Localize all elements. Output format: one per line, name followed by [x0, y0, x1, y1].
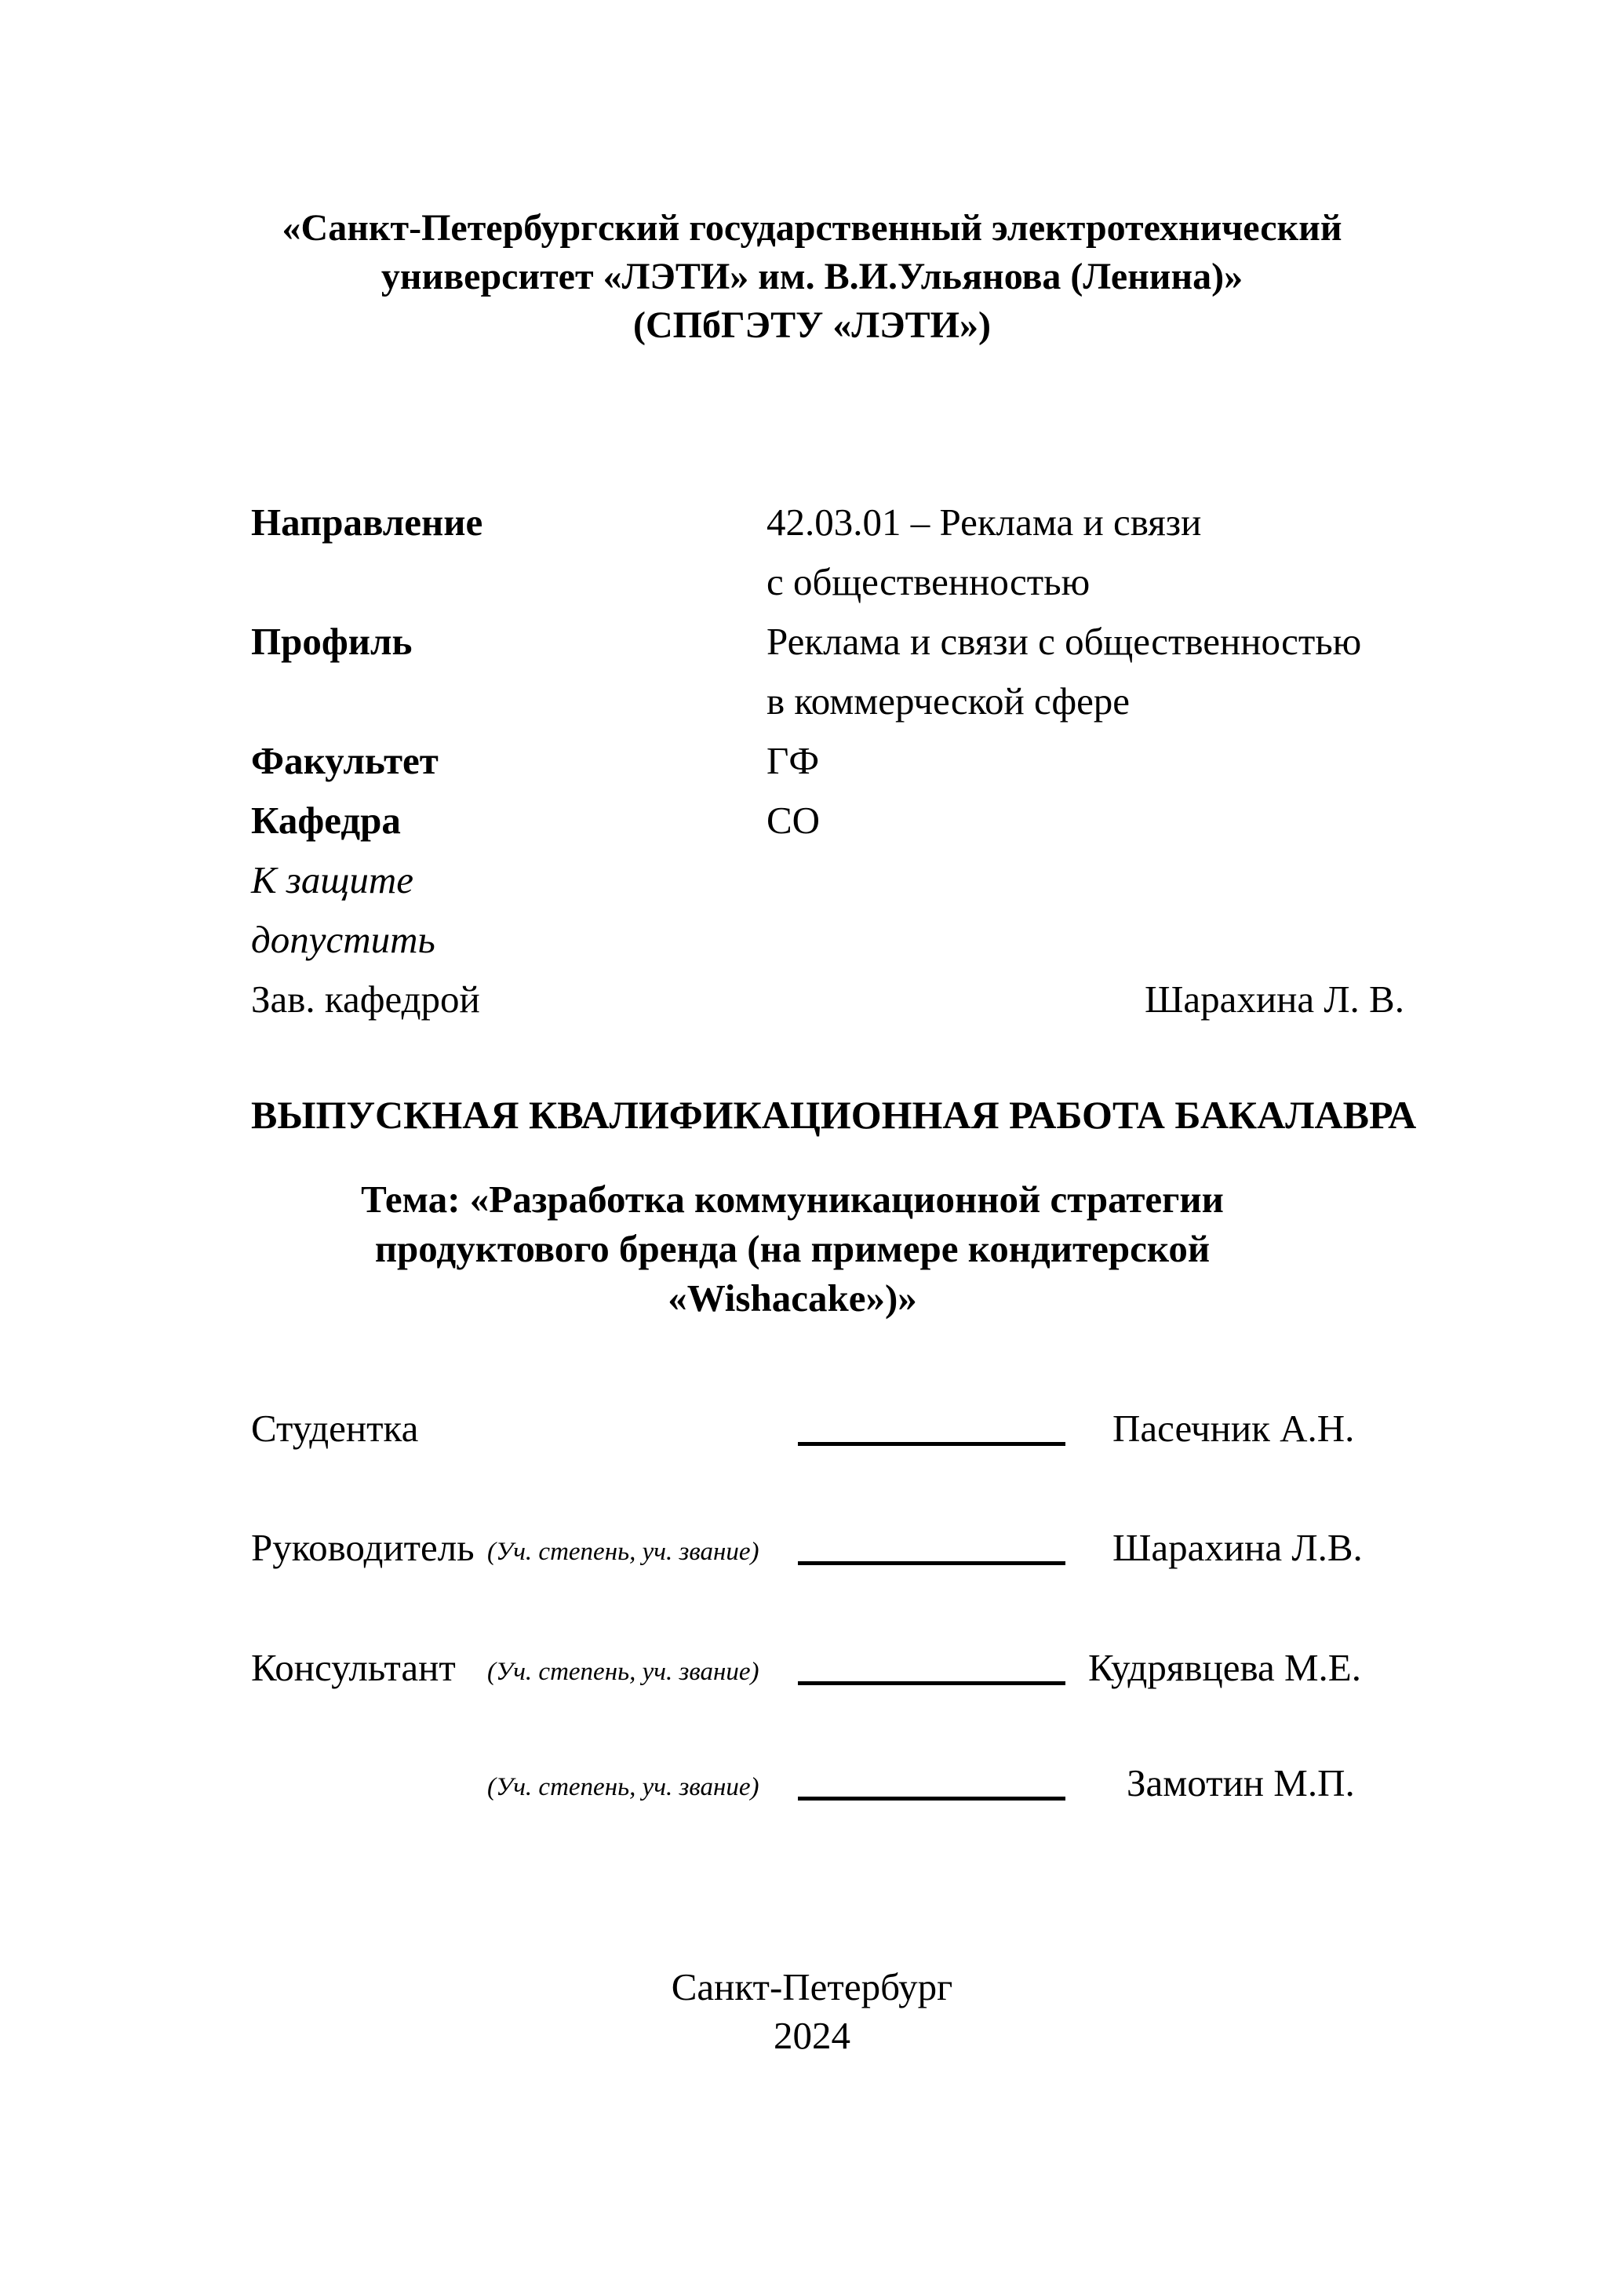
university-header-line-3: (СПбГЭТУ «ЛЭТИ») — [633, 304, 991, 346]
university-header-line-2: университет «ЛЭТИ» им. В.И.Ульянова (Ленина)» — [381, 256, 1243, 297]
department-head-label: Зав. кафедрой — [251, 978, 480, 1021]
signature-role: Студентка — [251, 1407, 419, 1450]
approval-line-2: допустить — [251, 918, 435, 961]
signature-line — [798, 1681, 1065, 1685]
signature-line — [798, 1561, 1065, 1565]
signature-row-consultant — [251, 1648, 1506, 1735]
direction-value-line-1: 42.03.01 – Реклама и связи — [766, 501, 1202, 544]
profile-label: Профиль — [251, 620, 413, 663]
department-value: СО — [766, 799, 821, 842]
signature-row-reviewer — [251, 1761, 1506, 1850]
department-head-name: Шарахина Л. В. — [1144, 978, 1404, 1021]
signature-name: Пасечник А.Н. — [1112, 1407, 1355, 1450]
faculty-value: ГФ — [766, 739, 820, 782]
signature-line — [798, 1442, 1065, 1446]
signature-name: Кудрявцева М.Е. — [1088, 1646, 1361, 1689]
signature-role: Консультант — [251, 1646, 456, 1689]
footer — [0, 1963, 1624, 2060]
profile-value-line-2: в коммерческой сфере — [766, 679, 1131, 723]
thesis-topic-line-3: «Wishacake»)» — [668, 1276, 917, 1320]
approval-line-1: К защите — [251, 858, 414, 901]
signature-role: Руководитель — [251, 1526, 475, 1569]
signature-qualifier: (Уч. степень, уч. звание) — [487, 1658, 759, 1686]
signature-qualifier: (Уч. степень, уч. звание) — [487, 1773, 759, 1801]
faculty-label: Факультет — [251, 739, 439, 782]
signature-row-student — [251, 1409, 1506, 1495]
direction-value-line-2: с общественностью — [766, 560, 1091, 603]
signature-name: Замотин М.П. — [1127, 1761, 1355, 1804]
footer-city: Санкт-Петербург — [671, 1965, 953, 2008]
work-title: ВЫПУСКНАЯ КВАЛИФИКАЦИОННАЯ РАБОТА БАКАЛАВРА — [251, 1093, 1417, 1137]
direction-label: Направление — [251, 501, 483, 544]
signature-line — [798, 1797, 1065, 1801]
thesis-topic — [180, 1174, 1404, 1323]
thesis-topic-line-2: продуктового бренда (на примере кондитерской — [374, 1227, 1211, 1270]
department-label: Кафедра — [251, 799, 401, 842]
signature-row-supervisor — [251, 1528, 1506, 1615]
footer-year: 2024 — [774, 2014, 850, 2057]
university-header-line-1: «Санкт-Петербургский государственный электротехнический — [282, 207, 1342, 249]
signature-name: Шарахина Л.В. — [1112, 1526, 1363, 1569]
signature-qualifier: (Уч. степень, уч. звание) — [487, 1538, 759, 1566]
university-header — [0, 204, 1624, 350]
profile-value-line-1: Реклама и связи с общественностью — [766, 620, 1362, 663]
thesis-topic-line-1: Тема: «Разработка коммуникационной стратегии — [361, 1178, 1224, 1221]
